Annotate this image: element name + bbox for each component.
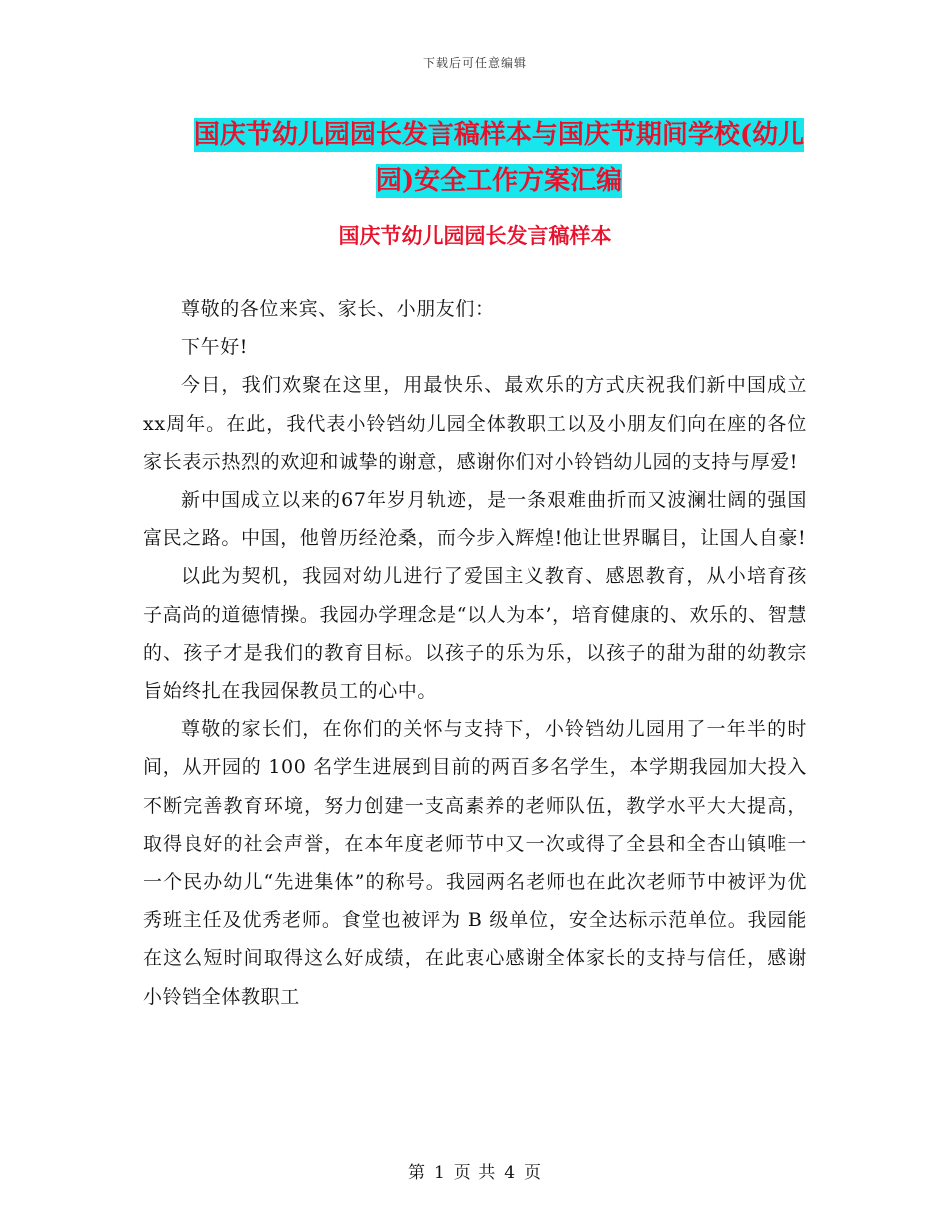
document-body: [143, 290, 807, 1016]
paragraph-salutation: 尊敬的各位来宾、家长、小朋友们：: [181, 298, 495, 320]
section-title: 国庆节幼儿园园长发言稿样本: [338, 223, 612, 248]
footer-label-pre: 第: [407, 1163, 426, 1183]
footer-label-mid: 页 共: [453, 1163, 497, 1183]
paragraph: 新中国成立以来的67年岁月轨迹，是一条艰难曲折而又波澜壮阔的强国富民之路。中国，他曾历经沧桑，而今步入辉煌!他让世界瞩目，让国人自豪!: [143, 489, 807, 550]
document-title-text: 国庆节幼儿园园长发言稿样本与国庆节期间学校(幼儿园)安全工作方案汇编: [193, 120, 805, 196]
document-title: [188, 112, 810, 204]
page-footer: [0, 1158, 950, 1183]
paragraph: 尊敬的家长们，在你们的关怀与支持下，小铃铛幼儿园用了一年半的时间，从开园的 100 名学生进展到目前的两百多名学生，本学期我园加大投入不断完善教育环境，努力创建一支高素养的老师队伍，教学水平大大提高，取得良好的社会声誉，在本年度老师节中又一次或得了全县和全杏山镇唯一一个民办幼儿“先进集体”的称号。我园两名老师也在此次老师节中被评为优秀班主任及优秀老师。食堂也被评为 B 级单位，安全达标示范单位。我园能在这么短时间取得这么好成绩，在此衷心感谢全体家长的支持与信任，感谢小铃铛全体教职工: [143, 718, 807, 1008]
paragraph-greeting: 下午好!: [181, 336, 249, 359]
total-pages: 4: [504, 1163, 517, 1183]
page-number: 1: [433, 1163, 446, 1183]
paragraph: 今日，我们欢聚在这里，用最快乐、最欢乐的方式庆祝我们新中国成立xx周年。在此，我代表小铃铛幼儿园全体教职工以及小朋友们向在座的各位家长表示热烈的欢迎和诚挚的谢意，感谢你们对小铃铛幼儿园的支持与厚爱!: [143, 374, 807, 473]
header-note: 下载后可任意编辑: [422, 56, 527, 70]
footer-label-post: 页: [524, 1163, 543, 1183]
paragraph: 以此为契机，我园对幼儿进行了爱国主义教育、感恩教育，从小培育孩子高尚的道德情操。我园办学理念是“以人为本’，培育健康的、欢乐的、智慧的、孩子才是我们的教育目标。以孩子的乐为乐，以孩子的甜为甜的幼教宗旨始终扎在我园保教员工的心中。: [143, 565, 807, 703]
